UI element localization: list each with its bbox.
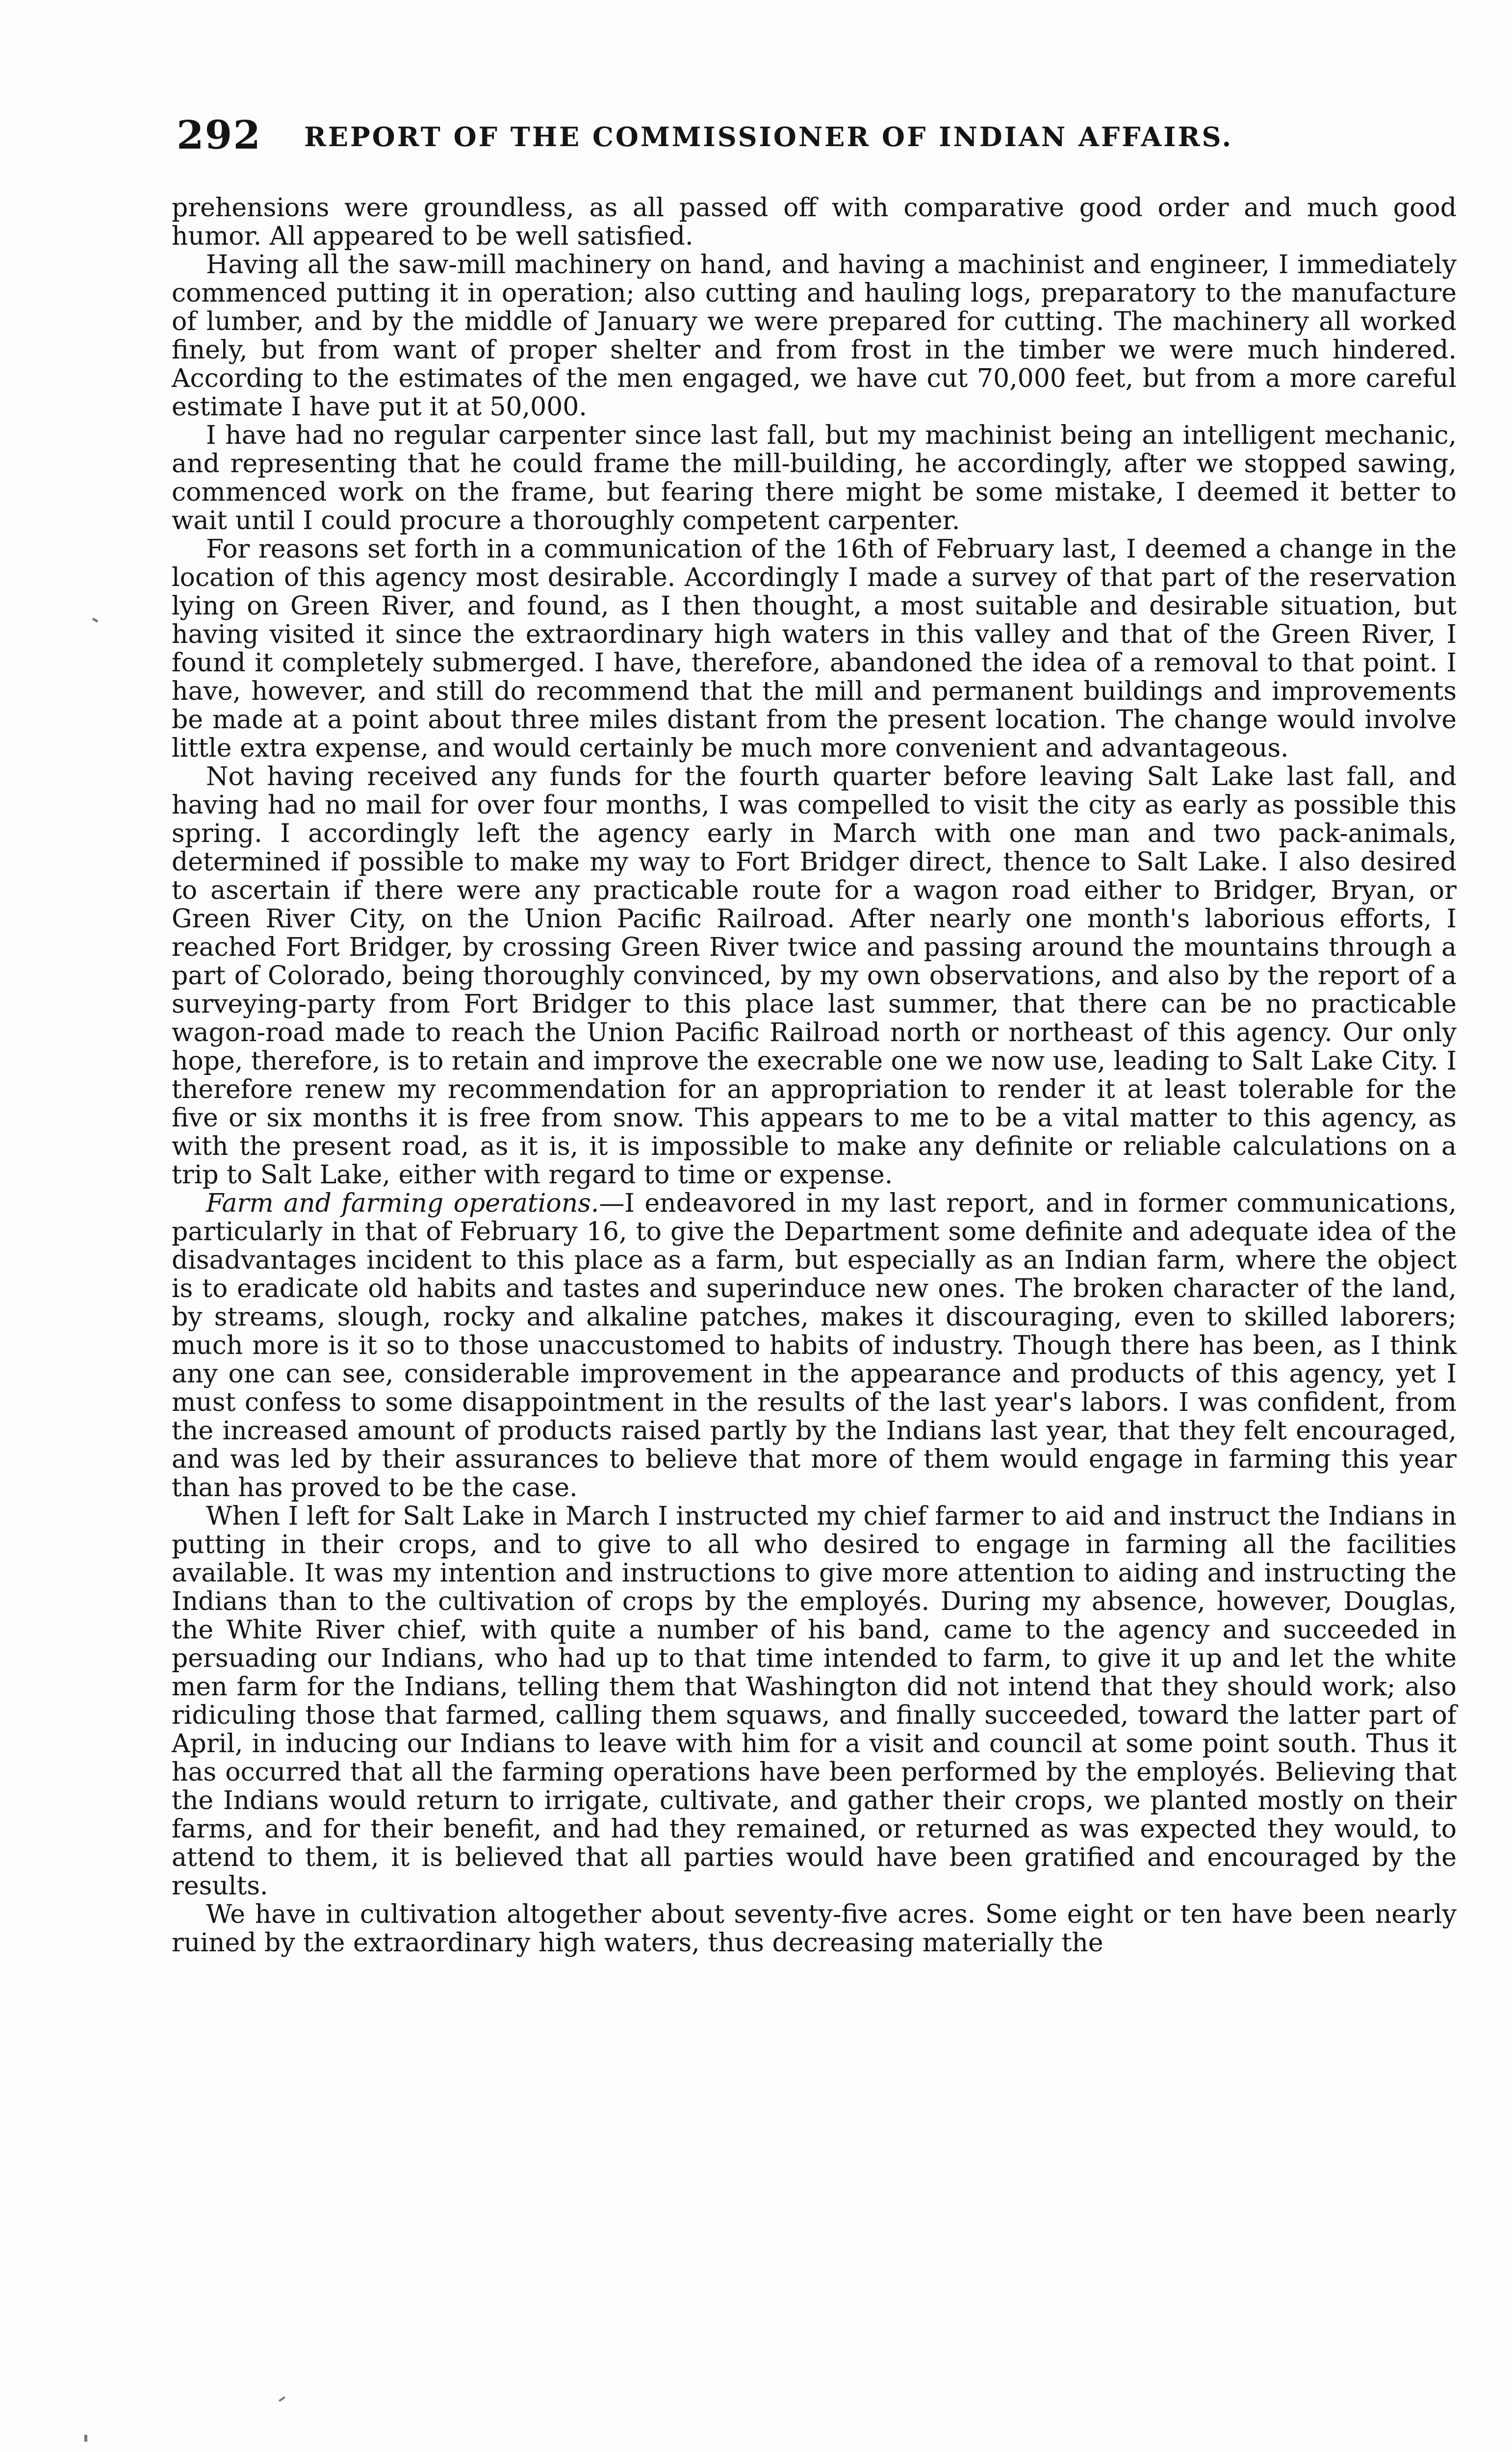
paragraph-2 (172, 251, 1457, 421)
paragraph-text: —I endeavored in my last report, and in former communications, particularly in that of February 16, to give the Department some definite and adequate idea of the disadvantages incident to this place as a farm, but especially as an Indian farm, where the object is to eradicate old habits and tastes and superinduce new ones. The broken character of the land, by streams, slough, rocky and alkaline patches, makes it discouraging, even to skilled laborers; much more is it so to those unaccustomed to habits of industry. Though there has been, as I think any one can see, considerable improvement in the appearance and products of this agency, yet I must confess to some disappointment in the results of the last year's labors. I was confident, from the increased amount of products raised partly by the Indians last year, that they felt encouraged, and was led by their assurances to believe that more of them would engage in farming this year than has proved to be the case. (172, 1189, 1457, 1503)
paragraph-8 (172, 1900, 1457, 1957)
margin-speck (279, 2396, 285, 2401)
page-header (177, 108, 1339, 162)
margin-speck (84, 2435, 87, 2442)
paragraph-text: prehensions were groundless, as all passed off with comparative good order and much good humor. All appeared to be well satisfied. (172, 193, 1457, 251)
paragraph-7 (172, 1502, 1457, 1900)
paragraph-text: When I left for Salt Lake in March I instructed my chief farmer to aid and instruct the Indians in putting in their crops, and to give to all who desired to engage in farming all the facilities available. It was my intention and instructions to give more attention to aiding and instructing the Indians than to the cultivation of crops by the employés. During my absence, however, Douglas, the White River chief, with quite a number of his band, came to the agency and succeeded in persuading our Indians, who had up to that time intended to farm, to give it up and let the white men farm for the Indians, telling them that Washington did not intend that they should work; also ridiculing those that farmed, calling them squaws, and finally succeeded, toward the latter part of April, in inducing our Indians to leave with him for a visit and council at some point south. Thus it has occurred that all the farming operations have been performed by the employés. Believing that the Indians would return to irrigate, cultivate, and gather their crops, we planted mostly on their farms, and for their benefit, and had they remained, or returned as was expected they would, to attend to them, it is believed that all parties would have been gratified and encouraged by the results. (172, 1502, 1457, 1901)
paragraph-text: We have in cultivation altogether about seventy-five acres. Some eight or ten have been nearly ruined by the extraordinary high waters, thus decreasing materially the (172, 1900, 1457, 1958)
margin-speck (92, 617, 99, 622)
paragraph-text: Not having received any funds for the fourth quarter before leaving Salt Lake last fall, and having had no mail for over four months, I was compelled to visit the city as early as possible this spring. I accordingly left the agency early in March with one man and two pack-animals, determined if possible to make my way to Fort Bridger direct, thence to Salt Lake. I also desired to ascertain if there were any practicable route for a wagon road either to Bridger, Bryan, or Green River City, on the Union Pacific Railroad. After nearly one month's laborious efforts, I reached Fort Bridger, by crossing Green River twice and passing around the mountains through a part of Colorado, being thoroughly convinced, by my own observations, and also by the report of a surveying-party from Fort Bridger to this place last summer, that there can be no practicable wagon-road made to reach the Union Pacific Railroad north or northeast of this agency. Our only hope, therefore, is to retain and improve the execrable one we now use, leading to Salt Lake City. I therefore renew my recommendation for an appropriation to render it at least tolerable for the five or six months it is free from snow. This appears to me to be a vital matter to this agency, as with the present road, as it is, it is impossible to make any definite or reliable calculations on a trip to Salt Lake, either with regard to time or expense. (172, 762, 1457, 1190)
paragraph-text: I have had no regular carpenter since last fall, but my machinist being an intelligent mechanic, and representing that he could frame the mill-building, he accordingly, after we stopped sawing, commenced work on the frame, but fearing there might be some mistake, I deemed it better to wait until I could procure a thoroughly competent carpenter. (172, 421, 1457, 536)
paragraph-text: Having all the saw-mill machinery on hand, and having a machinist and engineer, I immediately commenced putting it in operation; also cutting and hauling logs, preparatory to the manufacture of lumber, and by the middle of January we were prepared for cutting. The machinery all worked finely, but from want of proper shelter and from frost in the timber we were much hindered. According to the estimates of the men engaged, we have cut 70,000 feet, but from a more careful estimate I have put it at 50,000. (172, 250, 1457, 422)
paragraph-1 (172, 194, 1457, 251)
running-head: REPORT OF THE COMMISSIONER OF INDIAN AFFAIRS. (304, 121, 1233, 153)
page-number: 292 (177, 112, 261, 158)
section-lead: Farm and farming operations. (206, 1189, 599, 1218)
body-text (172, 194, 1457, 1957)
paragraph-3 (172, 421, 1457, 535)
paragraph-5 (172, 763, 1457, 1189)
paragraph-text: For reasons set forth in a communication of the 16th of February last, I deemed a change in the location of this agency most desirable. Accordingly I made a survey of that part of the reservation lying on Green River, and found, as I then thought, a most suitable and desirable situation, but having visited it since the extraordinary high waters in this valley and that of the Green River, I found it completely submerged. I have, therefore, abandoned the idea of a removal to that point. I have, however, and still do recommend that the mill and permanent buildings and improvements be made at a point about three miles distant from the present location. The change would involve little extra expense, and would certainly be much more convenient and advantageous. (172, 535, 1457, 763)
paragraph-4 (172, 535, 1457, 763)
paragraph-6 (172, 1189, 1457, 1502)
